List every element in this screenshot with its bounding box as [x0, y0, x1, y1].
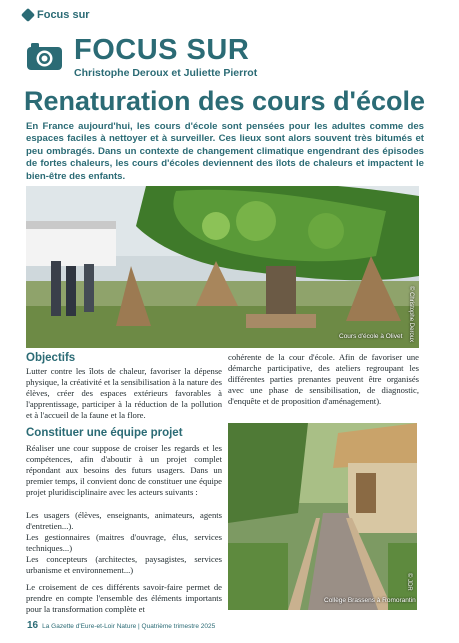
camera-icon	[26, 41, 63, 71]
college-garden-photo-image	[228, 423, 417, 610]
equipe-usagers: Les usagers (élèves, enseignants, animateurs, agents d'entretien...).	[26, 510, 222, 532]
college-garden-photo	[228, 423, 417, 610]
photo2-caption: Collège Brassens à Romorantin	[324, 597, 416, 604]
section-tag-label: Focus sur	[37, 9, 90, 21]
authors-byline: Christophe Deroux et Juliette Pierrot	[74, 67, 258, 79]
section-tag	[23, 8, 90, 22]
equipe-paragraph: Réaliser une cour suppose de croiser les regards et les compétences, afin d'aboutir à un projet complet répondant aux besoins des futurs usagers. Dans un premier temps, il convient donc de constituer une équipe projet pluridisciplinaire avec les acteurs suivants :	[26, 443, 222, 498]
photo1-caption: Cours d'école à Olivet	[339, 333, 403, 340]
equipe-gestionnaires: Les gestionnaires (maitres d'ouvrage, élus, services techniques...)	[26, 532, 222, 554]
page-number: 16	[27, 620, 39, 631]
objectifs-text: Lutter contre les îlots de chaleur, favoriser la dépense physique, la créativité et la sensibilisation à la nature des élèves, créer des espaces extérieurs favorables à l'apprentissage, participer à la réduction de la pollution et à l'accueil de la faune et la flore.	[26, 366, 222, 421]
article-intro: En France aujourd'hui, les cours d'école sont pensées pour les adultes comme des espaces faciles à nettoyer et à surveiller. Ces lieux sont alors souvent très bitumés et peu ombragés. Dans un contexte de changement climatique engendrant des épisodes de fortes chaleurs, les cours d'écoles deviennent des îlots de chaleurs et impactent le bien-être des enfants.	[26, 121, 424, 182]
heading-objectifs: Objectifs	[26, 352, 76, 364]
schoolyard-photo	[26, 186, 419, 348]
publication-name: La Gazette d'Eure-et-Loir Nature | Quatrième trimestre 2025	[42, 623, 216, 630]
section-tag-icon	[21, 8, 35, 22]
page-title: FOCUS SUR	[74, 34, 250, 66]
equipe-conclusion: Le croisement de ces différents savoir-faire permet de prendre en compte l'ensemble des éléments importants pour la transformation complète et	[26, 582, 222, 615]
photo2-credit: © JDR	[406, 573, 412, 591]
photo1-credit: © Christophe Deroux	[408, 286, 414, 343]
objectifs-text-continued: cohérente de la cour d'école. Afin de favoriser une démarche participative, des ateliers regroupant les différentes parties prenantes peuvent être organisés avec une phase de sensibilisation, de diagnostic, d'enquête et de proposition d'aménagement).	[228, 352, 419, 407]
heading-equipe: Constituer une équipe projet	[26, 427, 183, 439]
schoolyard-photo-image	[26, 186, 419, 348]
page-footer	[27, 620, 215, 631]
article-headline: Renaturation des cours d'école	[24, 86, 426, 116]
equipe-concepteurs: Les concepteurs (architectes, paysagistes, services urbanisme et environnement...)	[26, 554, 222, 576]
